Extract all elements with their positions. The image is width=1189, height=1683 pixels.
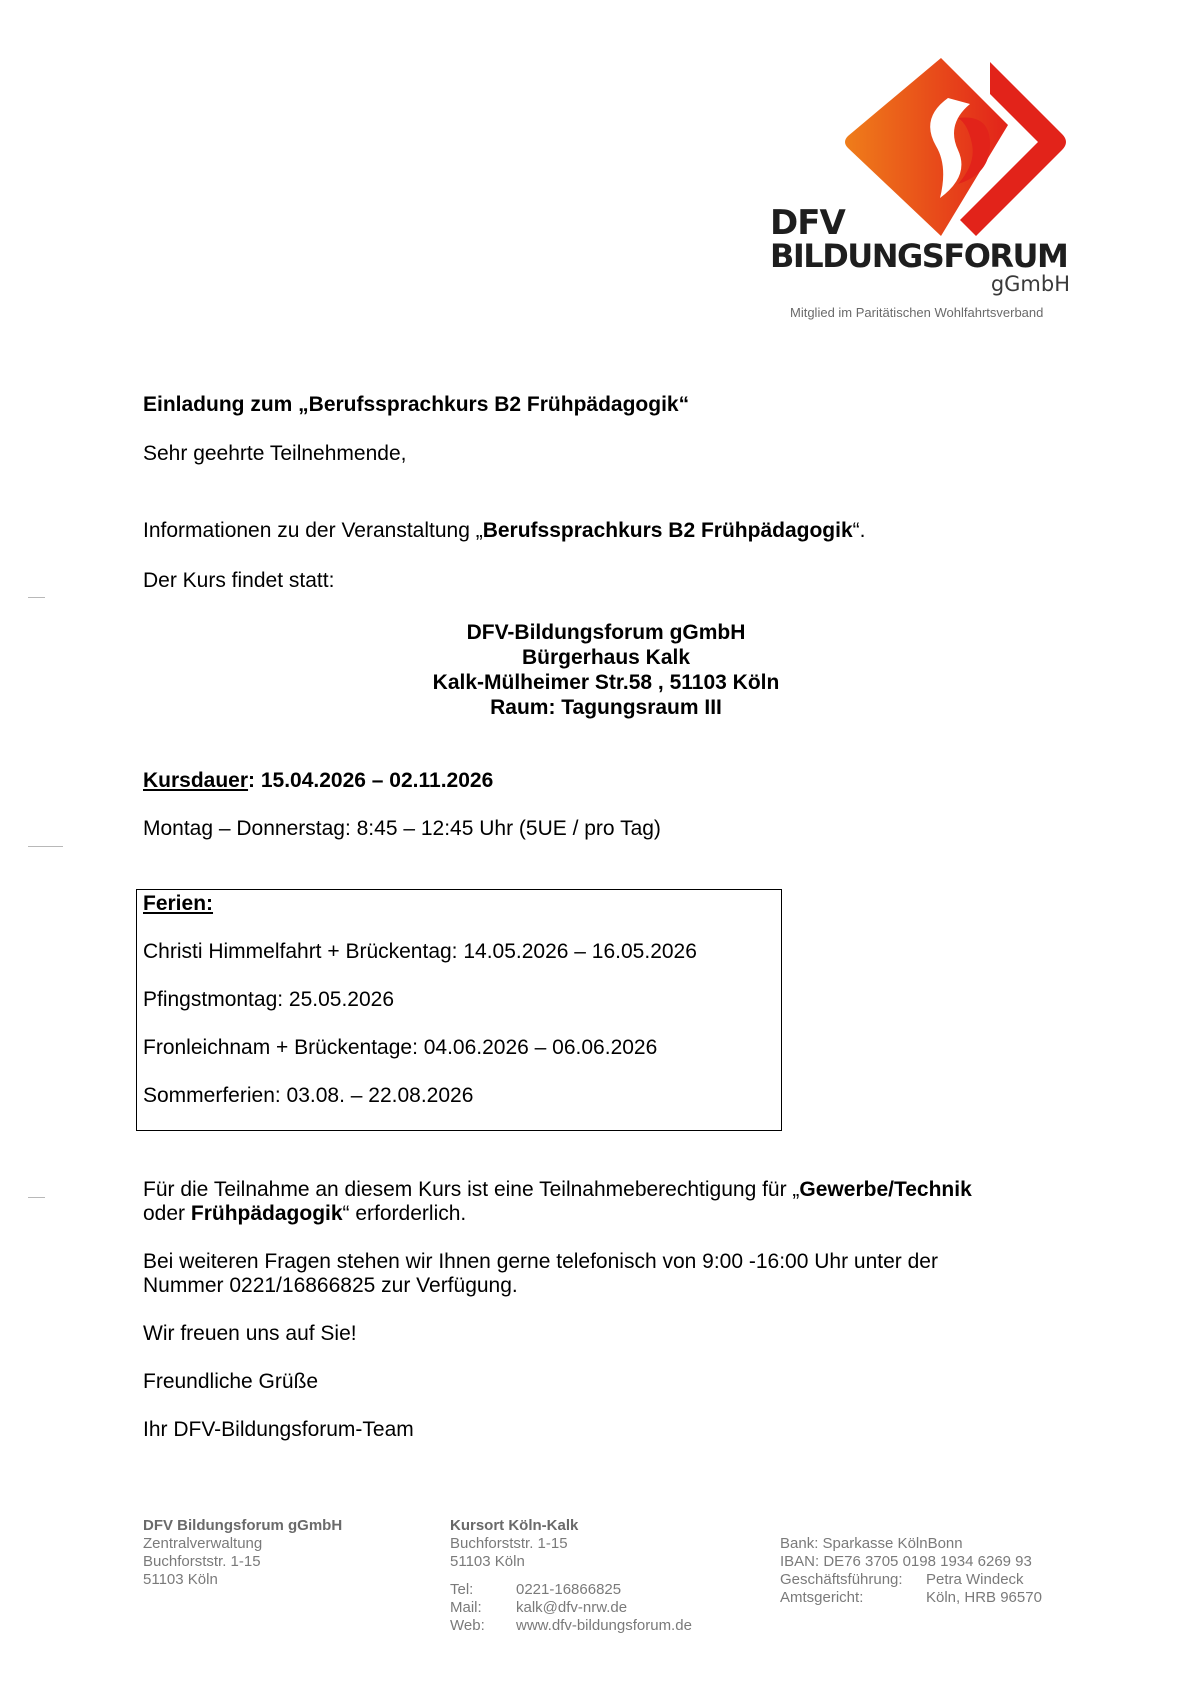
requirement-text: oder [143, 1202, 191, 1225]
location-address: Kalk-Mülheimer Str.58 , 51103 Köln [432, 671, 780, 694]
footer-line: 51103 Köln [143, 1571, 218, 1588]
footer-line: Zentralverwaltung [143, 1535, 263, 1552]
duration-value: : 15.04.2026 – 02.11.2026 [248, 769, 494, 792]
footer-court-label: Amtsgericht: [780, 1589, 864, 1606]
footer-management [780, 1571, 1042, 1589]
requirement-text: “ erforderlich. [342, 1202, 467, 1225]
logo-mark-icon [840, 58, 1070, 238]
footer-col-course-location [450, 1517, 692, 1635]
footer-court-value: Köln, HRB 96570 [926, 1589, 1042, 1606]
holiday-item: Pfingstmontag: 25.05.2026 [143, 988, 395, 1011]
info-prefix: Informationen zu der Veranstaltung „ [143, 519, 483, 542]
info-course-name: Berufssprachkurs B2 Frühpädagogik [482, 519, 853, 542]
greeting-line: Freundliche Grüße [143, 1370, 319, 1393]
requirement-bold-2: Frühpädagogik [190, 1202, 343, 1225]
footer-web-label: Web: [450, 1617, 485, 1634]
duration-label: Kursdauer [143, 769, 249, 792]
punch-mark [28, 846, 63, 847]
logo-text-bildungsforum: BILDUNGSFORUM [770, 237, 1068, 275]
footer-mail-value[interactable]: kalk@dfv-nrw.de [516, 1599, 628, 1616]
footer-line: Buchforststr. 1-15 [450, 1535, 568, 1552]
location-intro: Der Kurs findet statt: [143, 569, 335, 592]
fold-mark [28, 1197, 45, 1198]
info-paragraph [143, 518, 865, 543]
logo-tagline: Mitglied im Paritätischen Wohlfahrtsverband [790, 305, 1044, 320]
holiday-item: Fronleichnam + Brückentage: 04.06.2026 – 06.06.2026 [143, 1036, 658, 1059]
footer-management-value: Petra Windeck [926, 1571, 1024, 1588]
requirement-text: Für die Teilnahme an diesem Kurs ist eine Teilnahmeberechtigung für „ [143, 1178, 800, 1201]
requirement-line-2 [143, 1201, 466, 1226]
footer-iban: IBAN: DE76 3705 0198 1934 6269 93 [780, 1553, 1032, 1570]
logo-text-dfv: DFV [770, 203, 845, 243]
signature-line: Ihr DFV-Bildungsforum-Team [143, 1418, 414, 1441]
footer-line: Buchforststr. 1-15 [143, 1553, 261, 1570]
footer-tel [450, 1581, 692, 1599]
footer-line: 51103 Köln [450, 1553, 525, 1570]
footer-tel-label: Tel: [450, 1581, 474, 1598]
info-suffix: “. [852, 519, 866, 542]
location-room: Raum: Tagungsraum III [490, 696, 722, 719]
closing-line: Wir freuen uns auf Sie! [143, 1322, 357, 1345]
holiday-item: Sommerferien: 03.08. – 22.08.2026 [143, 1084, 474, 1107]
location-org: DFV-Bildungsforum gGmbH [466, 621, 746, 644]
footer-bank: Bank: Sparkasse KölnBonn [780, 1535, 963, 1552]
footer-title: DFV Bildungsforum gGmbH [143, 1517, 343, 1534]
logo-text-ggmbh: gGmbH [990, 272, 1070, 296]
footer-mail-label: Mail: [450, 1599, 482, 1616]
letter-subject: Einladung zum „Berufssprachkurs B2 Frühpädagogik“ [143, 393, 690, 416]
footer-col-headquarters [143, 1517, 342, 1589]
fold-mark [28, 597, 45, 598]
footer-court [780, 1589, 1042, 1607]
course-duration [143, 768, 493, 793]
footer-web [450, 1617, 692, 1635]
contact-line-2: Nummer 0221/16866825 zur Verfügung. [143, 1274, 518, 1297]
course-schedule: Montag – Donnerstag: 8:45 – 12:45 Uhr (5UE / pro Tag) [143, 817, 661, 840]
footer-management-label: Geschäftsführung: [780, 1571, 903, 1588]
location-building: Bürgerhaus Kalk [521, 646, 691, 669]
holidays-title: Ferien: [143, 892, 214, 915]
holiday-item: Christi Himmelfahrt + Brückentag: 14.05.2026 – 16.05.2026 [143, 940, 697, 963]
company-logo [770, 58, 1070, 320]
footer-mail [450, 1599, 692, 1617]
requirement-bold-1: Gewerbe/Technik [799, 1178, 972, 1201]
contact-line-1: Bei weiteren Fragen stehen wir Ihnen gerne telefonisch von 9:00 -16:00 Uhr unter der [143, 1250, 938, 1273]
footer-title: Kursort Köln-Kalk [450, 1517, 579, 1534]
footer-web-value[interactable]: www.dfv-bildungsforum.de [516, 1617, 692, 1634]
letter-salutation: Sehr geehrte Teilnehmende, [143, 442, 407, 465]
footer-tel-value: 0221-16866825 [516, 1581, 622, 1598]
requirement-line-1 [143, 1177, 972, 1202]
footer-col-legal [780, 1535, 1042, 1607]
